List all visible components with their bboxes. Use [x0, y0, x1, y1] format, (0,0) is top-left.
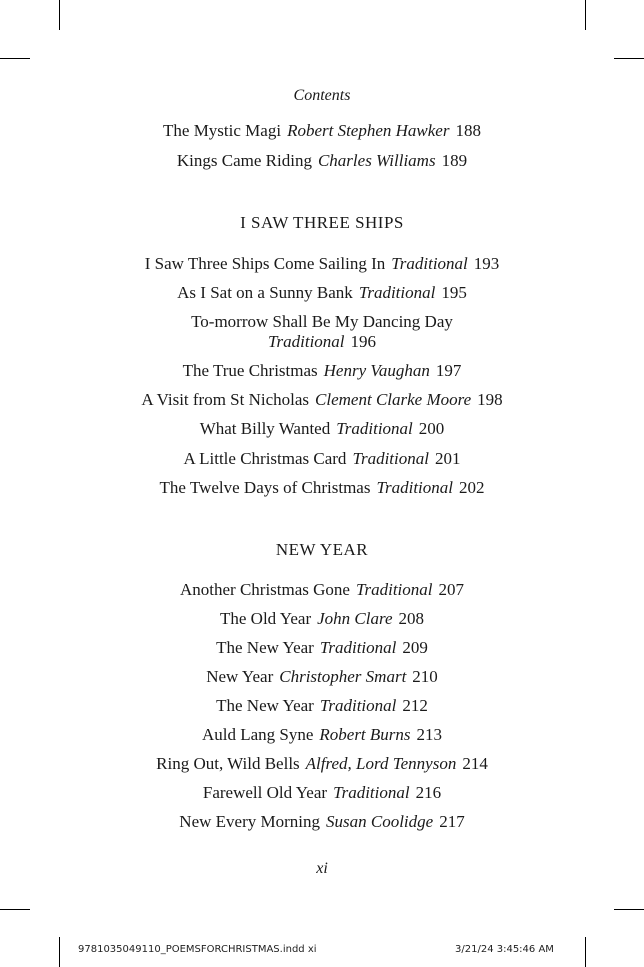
entry-author: John Clare: [317, 609, 393, 628]
section-heading: I SAW THREE SHIPS: [240, 213, 404, 232]
entry-page: 214: [462, 754, 488, 773]
entry-author: Traditional: [267, 332, 345, 351]
entry-page: 196: [350, 332, 377, 351]
entry-author: Robert Stephen Hawker: [287, 121, 450, 140]
entry-title: As I Sat on a Sunny Bank: [177, 283, 353, 302]
slug-filename: 9781035049110_POEMSFORCHRISTMAS.indd xi: [78, 944, 317, 955]
entry-title: To-morrow Shall Be My Dancing Day: [191, 312, 453, 331]
crop-mark-top-right-h: [614, 58, 644, 59]
section-heading: NEW YEAR: [275, 540, 369, 559]
toc-entry: [0, 121, 644, 141]
toc-entry: [0, 812, 644, 832]
entry-author: Traditional: [355, 580, 433, 599]
crop-mark-top-left-h: [0, 58, 30, 59]
entry-author: Charles Williams: [317, 151, 436, 170]
entry-title: The New Year: [216, 696, 314, 715]
entry-title: The Old Year: [219, 609, 312, 628]
entry-title: The New Year: [216, 638, 314, 657]
entry-title: New Every Morning: [179, 812, 320, 831]
entry-page: 201: [434, 449, 461, 468]
slug-timestamp: 3/21/24 3:45:46 AM: [455, 944, 554, 955]
entry-title: A Visit from St Nicholas: [141, 390, 310, 409]
toc-entry: [0, 478, 644, 498]
toc-entry: [0, 696, 644, 716]
entry-page: 208: [398, 609, 425, 628]
entry-page: 210: [412, 667, 438, 686]
entry-title: The Twelve Days of Christmas: [159, 478, 371, 497]
crop-mark-top-right-v: [585, 0, 586, 30]
crop-mark-bottom-right-h: [614, 909, 644, 910]
entry-title: Kings Came Riding: [176, 151, 312, 170]
entry-page: 217: [439, 812, 465, 831]
toc-entry: [0, 151, 644, 171]
entry-title: I Saw Three Ships Come Sailing In: [144, 254, 386, 273]
toc-entry: [0, 419, 644, 439]
entry-title: The True Christmas: [182, 361, 318, 380]
entry-title: The Mystic Magi: [163, 121, 282, 140]
entry-author: Alfred, Lord Tennyson: [305, 754, 457, 773]
entry-page: 193: [473, 254, 500, 273]
toc-entry: [0, 638, 644, 658]
entry-title: A Little Christmas Card: [183, 449, 347, 468]
entry-author: Traditional: [319, 696, 397, 715]
entry-page: 209: [402, 638, 428, 657]
toc-entry: [0, 725, 644, 745]
toc-entry: [0, 609, 644, 629]
entry-page: 202: [459, 478, 485, 497]
entry-author: Henry Vaughan: [323, 361, 430, 380]
entry-author: Traditional: [333, 783, 410, 802]
entry-page: 198: [477, 390, 503, 409]
entry-title: What Billy Wanted: [199, 419, 331, 438]
running-header: Contents: [293, 87, 351, 104]
entry-author: Traditional: [358, 283, 436, 302]
entry-author: Traditional: [336, 419, 413, 438]
entry-author: Robert Burns: [319, 725, 411, 744]
entry-author: Traditional: [352, 449, 429, 468]
entry-page: 188: [455, 121, 481, 140]
entry-page: 216: [415, 783, 442, 802]
toc-entry: [0, 449, 644, 469]
toc-entry: [0, 754, 644, 774]
crop-mark-top-left-v: [59, 0, 60, 30]
toc-entry: [0, 390, 644, 410]
entry-title: Farewell Old Year: [202, 783, 328, 802]
entry-page: 195: [441, 283, 467, 302]
entry-page: 213: [416, 725, 443, 744]
entry-page: 200: [418, 419, 445, 438]
entry-title: New Year: [206, 667, 274, 686]
entry-page: 197: [435, 361, 462, 380]
entry-page: 207: [438, 580, 464, 599]
toc-entry: [0, 283, 644, 303]
crop-mark-bottom-left-h: [0, 909, 30, 910]
page-folio: xi: [316, 860, 328, 877]
toc-entry: [0, 254, 644, 274]
entry-author: Traditional: [376, 478, 453, 497]
toc-entry: [0, 783, 644, 803]
crop-mark-bottom-left-v: [59, 937, 60, 967]
toc-entry: [0, 312, 644, 352]
toc-entry: [0, 361, 644, 381]
entry-author: Traditional: [391, 254, 468, 273]
entry-title: Ring Out, Wild Bells: [156, 754, 300, 773]
entry-page: 212: [402, 696, 428, 715]
entry-author: Clement Clarke Moore: [315, 390, 472, 409]
toc-entry: [0, 580, 644, 600]
entry-page: 189: [441, 151, 468, 170]
crop-mark-bottom-right-v: [585, 937, 586, 967]
toc-entry: [0, 667, 644, 687]
entry-author: Susan Coolidge: [326, 812, 434, 831]
entry-author: Traditional: [319, 638, 397, 657]
entry-title: Another Christmas Gone: [179, 580, 350, 599]
entry-author: Christopher Smart: [279, 667, 407, 686]
entry-title: Auld Lang Syne: [201, 725, 314, 744]
